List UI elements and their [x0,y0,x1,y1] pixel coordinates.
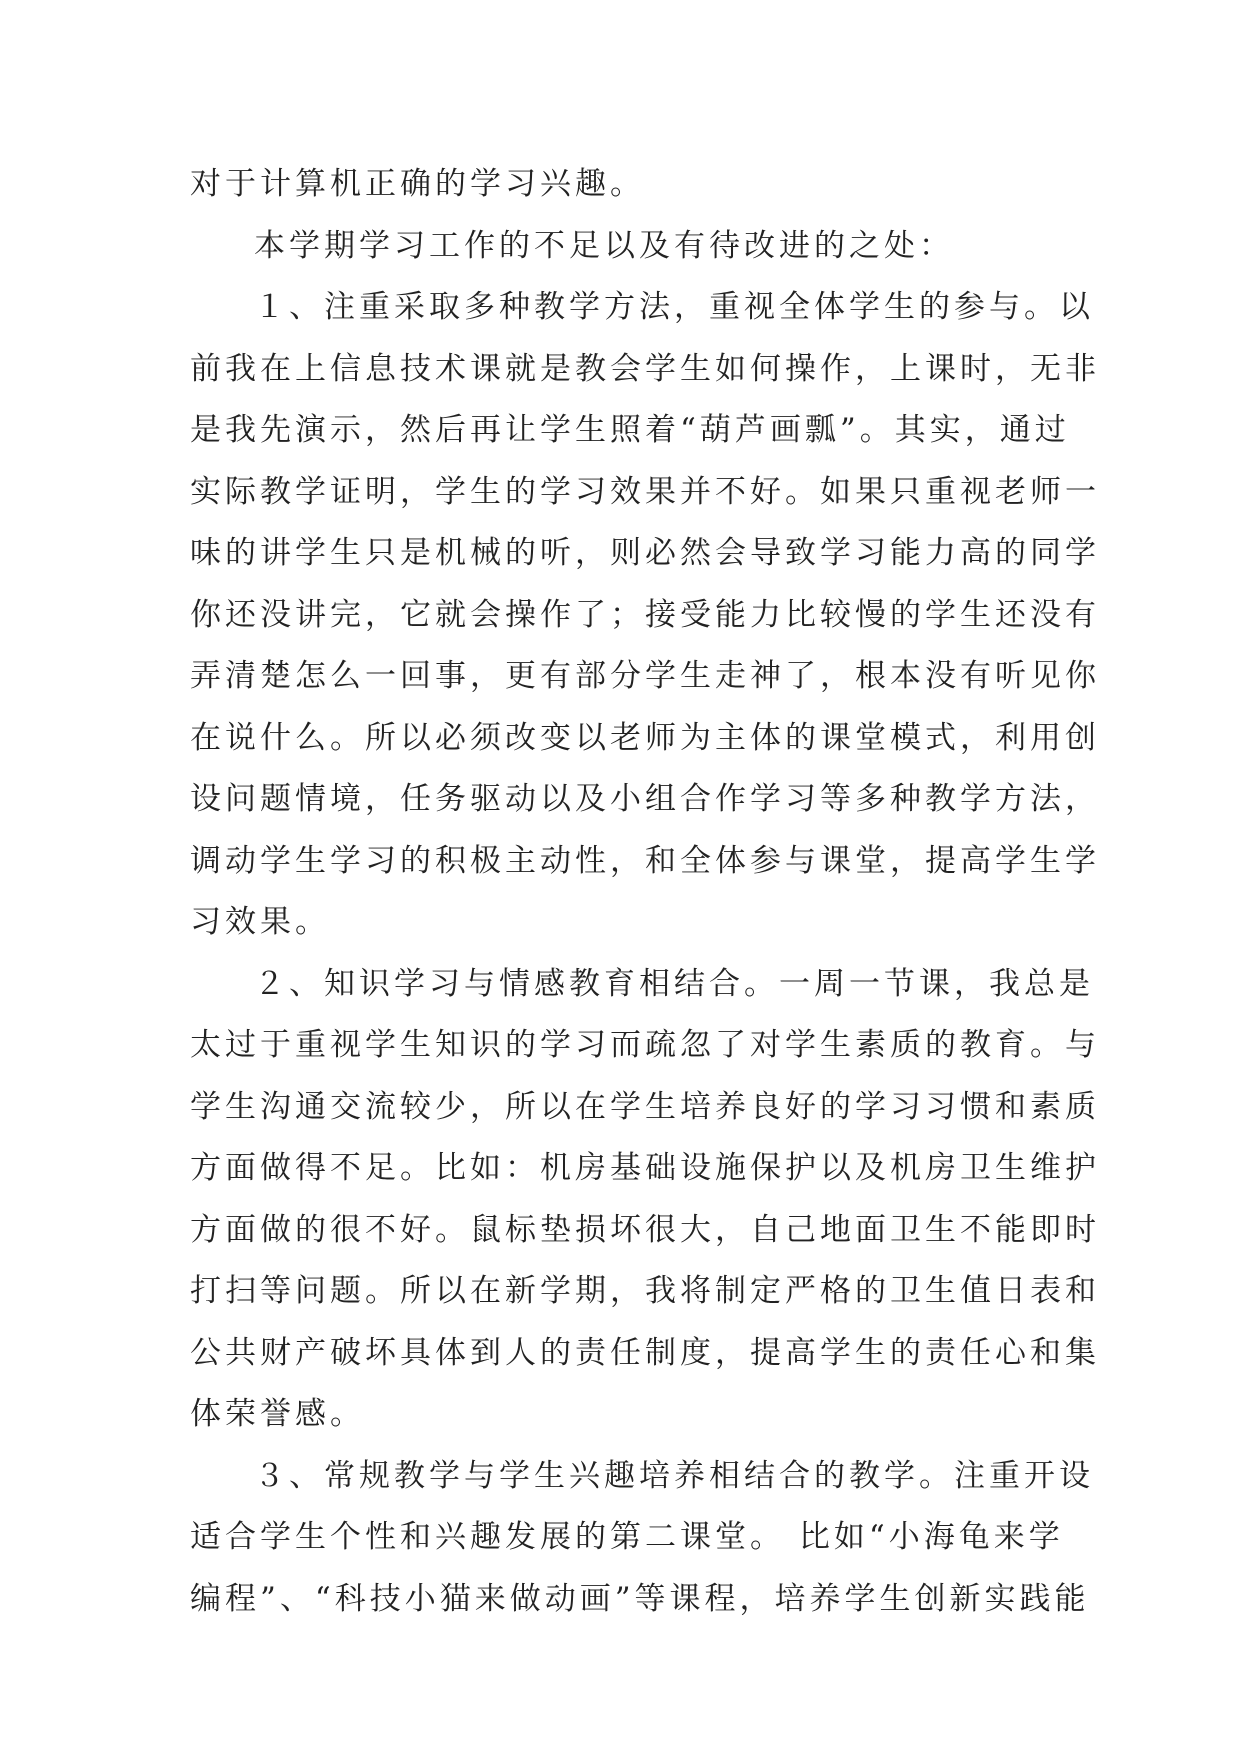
section-heading: 本学期学习工作的不足以及有待改进的之处： [254,227,954,264]
paragraph-3-line: 适合学生个性和兴趣发展的第二课堂。 比如“小海龟来学 [190,1519,1064,1555]
paragraph-2-line: 太过于重视学生知识的学习而疏忽了对学生素质的教育。与 [190,1027,1100,1063]
paragraph-1-line: 前我在上信息技术课就是教会学生如何操作，上课时，无非 [190,350,1100,387]
paragraph-1-line: 是我先演示，然后再让学生照着“葫芦画瓢”。其实，通过 [190,412,1070,448]
paragraph-1-line: 你还没讲完，它就会操作了；接受能力比较慢的学生还没有 [190,596,1100,633]
paragraph-1-line: 调动学生学习的积极主动性，和全体参与课堂，提高学生学 [190,842,1100,879]
paragraph-2-line: 公共财产破坏具体到人的责任制度，提高学生的责任心和集 [190,1334,1100,1371]
paragraph-2-line: 方面做得不足。比如：机房基础设施保护以及机房卫生维护 [190,1150,1100,1186]
document-body [190,154,1100,1630]
paragraph-3-line: ３、常规教学与学生兴趣培养相结合的教学。注重开设 [254,1457,1094,1494]
paragraph-1-line: 习效果。 [190,904,330,940]
paragraph-2-line: 学生沟通交流较少，所以在学生培养良好的学习习惯和素质 [190,1088,1100,1125]
text-line: 对于计算机正确的学习兴趣。 [190,166,645,202]
paragraph-2-line: 打扫等问题。所以在新学期，我将制定严格的卫生值日表和 [190,1273,1100,1309]
paragraph-3-line: 编程”、“科技小猫来做动画”等课程，培养学生创新实践能 [190,1580,1090,1617]
paragraph-2-line: 方面做的很不好。鼠标垫损坏很大，自己地面卫生不能即时 [190,1211,1100,1248]
paragraph-1-line: 弄清楚怎么一回事，更有部分学生走神了，根本没有听见你 [190,658,1100,694]
paragraph-1-line: 在说什么。所以必须改变以老师为主体的课堂模式，利用创 [190,719,1100,756]
paragraph-2-line: ２、知识学习与情感教育相结合。一周一节课，我总是 [254,965,1094,1002]
paragraph-1-line: 设问题情境，任务驱动以及小组合作学习等多种教学方法， [190,781,1100,817]
paragraph-1-line: 味的讲学生只是机械的听，则必然会导致学习能力高的同学 [190,535,1100,571]
paragraph-1-line: 实际教学证明，学生的学习效果并不好。如果只重视老师一 [190,473,1100,510]
paragraph-1-line: １、注重采取多种教学方法，重视全体学生的参与。以 [254,289,1094,325]
paragraph-2-line: 体荣誉感。 [190,1396,365,1432]
